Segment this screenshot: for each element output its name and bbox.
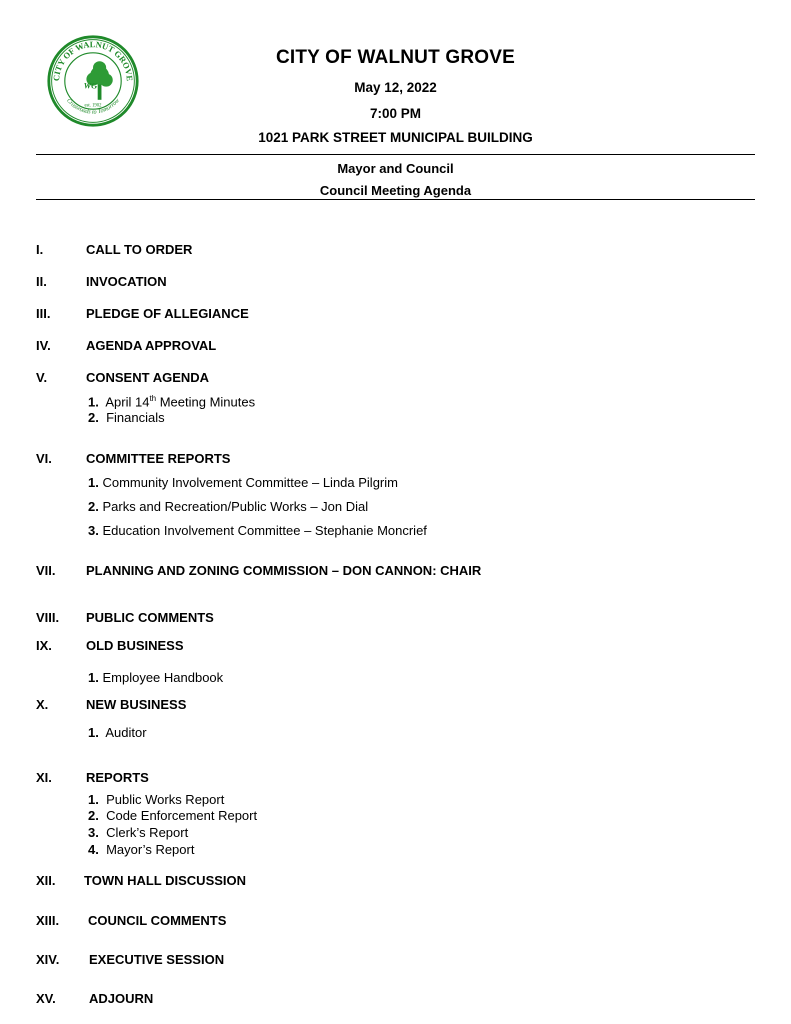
item-text: Community Involvement Committee – Linda Pilgrim: [102, 475, 398, 490]
section-title: COMMITTEE REPORTS: [86, 451, 231, 466]
section-title: REPORTS: [86, 770, 149, 785]
section-number: XII.: [36, 873, 56, 888]
meeting-location: 1021 PARK STREET MUNICIPAL BUILDING: [258, 130, 533, 145]
list-item: [88, 842, 194, 857]
list-item: [88, 410, 165, 425]
item-text: Clerk’s Report: [106, 825, 189, 840]
section-title: CALL TO ORDER: [86, 242, 193, 257]
section-number: V.: [36, 370, 48, 385]
section-number: VII.: [36, 563, 56, 578]
item-text-end: Meeting Minutes: [156, 394, 256, 410]
item-number: 1.: [88, 394, 99, 410]
item-number: 1.: [88, 670, 99, 685]
section-number: IX.: [36, 638, 52, 653]
section-title: COUNCIL COMMENTS: [88, 913, 227, 928]
section-title: PLANNING AND ZONING COMMISSION – DON CANNON: CHAIR: [86, 563, 482, 578]
list-item: [88, 523, 427, 538]
header-divider-bottom: [36, 199, 755, 200]
item-text: Employee Handbook: [102, 670, 224, 685]
meeting-time: 7:00 PM: [369, 106, 422, 121]
section-title: NEW BUSINESS: [86, 697, 187, 712]
seal-monogram: WG: [83, 80, 98, 91]
section-number: X.: [36, 697, 49, 712]
section-number: XV.: [36, 991, 56, 1006]
list-item: [88, 725, 147, 740]
item-text: Code Enforcement Report: [106, 808, 258, 823]
item-text-start: April 14: [105, 394, 150, 410]
list-item: [88, 792, 224, 807]
item-number: 2.: [88, 499, 99, 514]
item-number: 1.: [88, 725, 99, 740]
list-item: [88, 670, 223, 685]
item-text: Mayor’s Report: [106, 842, 195, 857]
item-text: Auditor: [105, 725, 147, 740]
section-title: PLEDGE OF ALLEGIANCE: [86, 306, 249, 321]
section-title: AGENDA APPROVAL: [86, 338, 217, 353]
section-number: I.: [36, 242, 44, 257]
seal-ring-text: CITY OF WALNUT GROVE: [51, 39, 135, 82]
item-text: Public Works Report: [106, 792, 225, 807]
section-number: XIII.: [36, 913, 60, 928]
item-number: 1.: [88, 792, 99, 807]
item-number: 3.: [88, 825, 99, 840]
section-title: TOWN HALL DISCUSSION: [84, 873, 247, 888]
meeting-date: May 12, 2022: [354, 80, 437, 95]
section-title: ADJOURN: [89, 991, 154, 1006]
item-text: Financials: [106, 410, 165, 425]
list-item: [88, 825, 188, 840]
section-title: EXECUTIVE SESSION: [89, 952, 225, 967]
list-item: [88, 808, 257, 823]
section-title: INVOCATION: [86, 274, 167, 289]
section-number: IV.: [36, 338, 51, 353]
section-number: VIII.: [36, 610, 60, 625]
header-divider-top: [36, 154, 755, 155]
list-item: [88, 475, 398, 490]
section-number: XI.: [36, 770, 52, 785]
governing-body: Mayor and Council: [337, 161, 454, 176]
section-number: VI.: [36, 451, 52, 466]
item-number: 2.: [88, 808, 99, 823]
section-number: XIV.: [36, 952, 60, 967]
list-item: [88, 394, 255, 409]
item-text: Parks and Recreation/Public Works – Jon Dial: [102, 499, 369, 514]
section-title: PUBLIC COMMENTS: [86, 610, 214, 625]
section-number: II.: [36, 274, 47, 289]
list-item: [88, 499, 368, 514]
agenda-title: Council Meeting Agenda: [319, 183, 472, 198]
item-number: 1.: [88, 475, 99, 490]
section-number: III.: [36, 306, 51, 321]
item-text: Education Involvement Committee – Stephanie Moncrief: [102, 523, 427, 538]
section-title: OLD BUSINESS: [86, 638, 184, 653]
page-title: CITY OF WALNUT GROVE: [275, 47, 516, 68]
item-number: 4.: [88, 842, 99, 857]
item-number: 2.: [88, 410, 99, 425]
section-title: CONSENT AGENDA: [86, 370, 210, 385]
seal-motto: Crossroads to Tomorrow: [65, 97, 121, 116]
item-superscript: th: [149, 394, 157, 403]
item-number: 3.: [88, 523, 99, 538]
seal-est: est. 1902: [84, 103, 102, 109]
